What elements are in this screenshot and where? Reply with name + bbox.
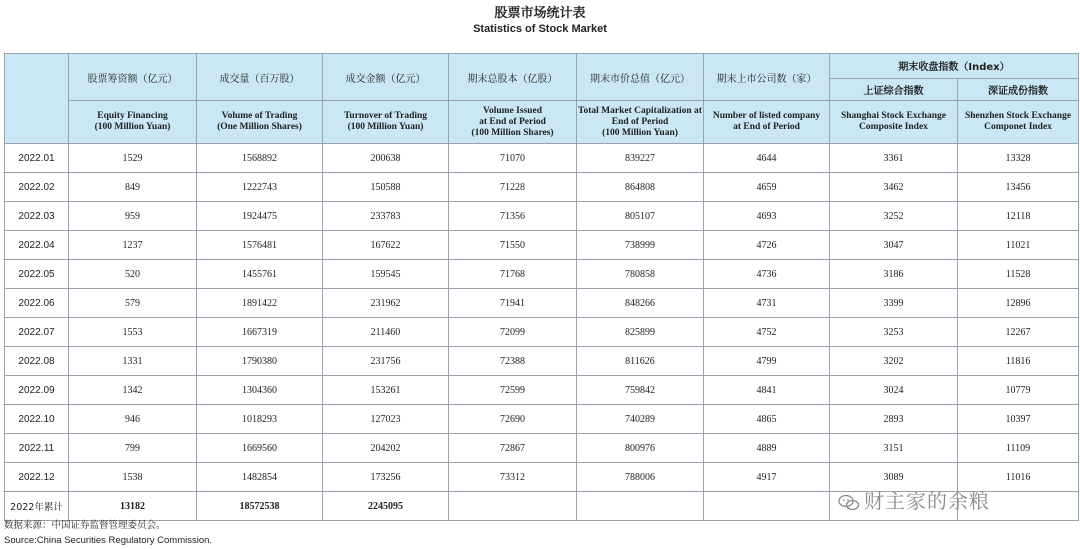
month-cell: 2022.05 <box>5 260 69 289</box>
value-cell: 788006 <box>577 463 704 492</box>
table-row <box>5 289 1079 318</box>
value-cell: 864808 <box>577 173 704 202</box>
value-cell: 159545 <box>323 260 449 289</box>
header-cn: 期末上市公司数（家） <box>704 54 830 101</box>
stock-market-table <box>4 53 1079 521</box>
value-cell: 1576481 <box>197 231 323 260</box>
header-cn: 成交量（百万股） <box>197 54 323 101</box>
value-cell: 150588 <box>323 173 449 202</box>
value-cell <box>704 492 830 521</box>
value-cell: 72388 <box>449 347 577 376</box>
value-cell <box>449 492 577 521</box>
table-row <box>5 173 1079 202</box>
value-cell: 1455761 <box>197 260 323 289</box>
header-index-group: 期末收盘指数（Index） <box>830 54 1079 79</box>
header-en: Number of listed company at End of Period <box>704 101 830 144</box>
month-cell: 2022.12 <box>5 463 69 492</box>
month-cell: 2022.10 <box>5 405 69 434</box>
value-cell: 3089 <box>830 463 958 492</box>
value-cell: 4731 <box>704 289 830 318</box>
header-en: Total Market Capitalization at End of Period (100 Million Yuan) <box>577 101 704 144</box>
table-row <box>5 260 1079 289</box>
value-cell: 1222743 <box>197 173 323 202</box>
table-row <box>5 376 1079 405</box>
value-cell: 13182 <box>69 492 197 521</box>
value-cell: 71356 <box>449 202 577 231</box>
month-cell: 2022.02 <box>5 173 69 202</box>
value-cell: 1669560 <box>197 434 323 463</box>
value-cell <box>577 492 704 521</box>
value-cell: 13456 <box>958 173 1079 202</box>
value-cell: 13328 <box>958 144 1079 173</box>
month-cell: 2022.08 <box>5 347 69 376</box>
month-cell: 2022.04 <box>5 231 69 260</box>
table-row <box>5 144 1079 173</box>
value-cell: 153261 <box>323 376 449 405</box>
value-cell: 849 <box>69 173 197 202</box>
value-cell: 3253 <box>830 318 958 347</box>
value-cell: 740289 <box>577 405 704 434</box>
table-row <box>5 405 1079 434</box>
month-cell: 2022.06 <box>5 289 69 318</box>
value-cell: 839227 <box>577 144 704 173</box>
value-cell: 1790380 <box>197 347 323 376</box>
header-en: Volume of Trading (One Million Shares) <box>197 101 323 144</box>
value-cell: 4841 <box>704 376 830 405</box>
value-cell: 12896 <box>958 289 1079 318</box>
value-cell: 738999 <box>577 231 704 260</box>
value-cell: 3399 <box>830 289 958 318</box>
value-cell: 71070 <box>449 144 577 173</box>
value-cell: 1331 <box>69 347 197 376</box>
value-cell: 3047 <box>830 231 958 260</box>
value-cell: 233783 <box>323 202 449 231</box>
value-cell: 10779 <box>958 376 1079 405</box>
value-cell: 1342 <box>69 376 197 405</box>
value-cell: 4736 <box>704 260 830 289</box>
value-cell: 1667319 <box>197 318 323 347</box>
value-cell: 959 <box>69 202 197 231</box>
value-cell: 4659 <box>704 173 830 202</box>
footer-source-cn: 数据来源：中国证券监督管理委员会。 <box>4 520 166 531</box>
value-cell: 799 <box>69 434 197 463</box>
value-cell: 204202 <box>323 434 449 463</box>
footer-source-en: Source:China Securities Regulatory Commission. <box>4 535 213 546</box>
value-cell: 11109 <box>958 434 1079 463</box>
value-cell: 4726 <box>704 231 830 260</box>
table-row <box>5 318 1079 347</box>
value-cell: 4693 <box>704 202 830 231</box>
page-title: 股票市场统计表 <box>494 6 586 21</box>
value-cell: 759842 <box>577 376 704 405</box>
value-cell: 520 <box>69 260 197 289</box>
value-cell: 167622 <box>323 231 449 260</box>
value-cell: 1237 <box>69 231 197 260</box>
value-cell: 173256 <box>323 463 449 492</box>
value-cell: 848266 <box>577 289 704 318</box>
table-row <box>5 434 1079 463</box>
value-cell: 72690 <box>449 405 577 434</box>
value-cell: 1529 <box>69 144 197 173</box>
month-cell: 2022.03 <box>5 202 69 231</box>
header-cn: 期末市价总值（亿元） <box>577 54 704 101</box>
value-cell: 3252 <box>830 202 958 231</box>
month-cell: 2022年累计 <box>5 492 69 521</box>
month-cell: 2022.01 <box>5 144 69 173</box>
value-cell: 811626 <box>577 347 704 376</box>
value-cell: 1018293 <box>197 405 323 434</box>
table-row <box>5 202 1079 231</box>
value-cell: 1482854 <box>197 463 323 492</box>
value-cell: 4889 <box>704 434 830 463</box>
value-cell: 72099 <box>449 318 577 347</box>
value-cell: 73312 <box>449 463 577 492</box>
value-cell: 3151 <box>830 434 958 463</box>
value-cell: 3202 <box>830 347 958 376</box>
value-cell: 579 <box>69 289 197 318</box>
header-en: Volume Issued at End of Period (100 Million Shares) <box>449 101 577 144</box>
value-cell: 11528 <box>958 260 1079 289</box>
value-cell: 4865 <box>704 405 830 434</box>
page-subtitle: Statistics of Stock Market <box>473 23 607 35</box>
month-cell: 2022.11 <box>5 434 69 463</box>
watermark-text: 财主家的余粮 <box>864 489 990 513</box>
value-cell: 12267 <box>958 318 1079 347</box>
value-cell: 2245095 <box>323 492 449 521</box>
header-en: Shanghai Stock Exchange Composite Index <box>830 101 958 144</box>
value-cell: 71228 <box>449 173 577 202</box>
value-cell: 4644 <box>704 144 830 173</box>
value-cell: 10397 <box>958 405 1079 434</box>
value-cell: 200638 <box>323 144 449 173</box>
value-cell: 1304360 <box>197 376 323 405</box>
value-cell: 18572538 <box>197 492 323 521</box>
value-cell: 3186 <box>830 260 958 289</box>
value-cell: 3462 <box>830 173 958 202</box>
value-cell: 11816 <box>958 347 1079 376</box>
value-cell: 72867 <box>449 434 577 463</box>
header-en: Turnover of Trading (100 Million Yuan) <box>323 101 449 144</box>
value-cell: 2893 <box>830 405 958 434</box>
header-cn: 股票筹资额（亿元） <box>69 54 197 101</box>
value-cell: 72599 <box>449 376 577 405</box>
value-cell: 800976 <box>577 434 704 463</box>
value-cell: 946 <box>69 405 197 434</box>
value-cell: 211460 <box>323 318 449 347</box>
value-cell: 71550 <box>449 231 577 260</box>
header-en: Equity Financing (100 Million Yuan) <box>69 101 197 144</box>
value-cell: 4917 <box>704 463 830 492</box>
value-cell: 3361 <box>830 144 958 173</box>
header-en: Shenzhen Stock Exchange Componet Index <box>958 101 1079 144</box>
value-cell: 1553 <box>69 318 197 347</box>
value-cell: 4752 <box>704 318 830 347</box>
value-cell: 825899 <box>577 318 704 347</box>
month-cell: 2022.07 <box>5 318 69 347</box>
watermark <box>838 485 990 514</box>
value-cell: 1568892 <box>197 144 323 173</box>
value-cell: 11021 <box>958 231 1079 260</box>
table-row <box>5 231 1079 260</box>
value-cell: 11016 <box>958 463 1079 492</box>
header-cn: 成交金额（亿元） <box>323 54 449 101</box>
value-cell: 780858 <box>577 260 704 289</box>
value-cell: 1891422 <box>197 289 323 318</box>
value-cell: 4799 <box>704 347 830 376</box>
header-index-shenzhen: 深证成份指数 <box>958 78 1079 100</box>
value-cell: 127023 <box>323 405 449 434</box>
value-cell: 1538 <box>69 463 197 492</box>
corner-header <box>5 54 69 144</box>
value-cell: 12118 <box>958 202 1079 231</box>
header-index-shanghai: 上证综合指数 <box>830 78 958 100</box>
value-cell: 231756 <box>323 347 449 376</box>
month-cell: 2022.09 <box>5 376 69 405</box>
header-cn: 期末总股本（亿股） <box>449 54 577 101</box>
wechat-icon <box>838 494 860 512</box>
value-cell: 71941 <box>449 289 577 318</box>
table-row <box>5 347 1079 376</box>
value-cell: 3024 <box>830 376 958 405</box>
value-cell: 805107 <box>577 202 704 231</box>
value-cell: 71768 <box>449 260 577 289</box>
value-cell: 1924475 <box>197 202 323 231</box>
value-cell: 231962 <box>323 289 449 318</box>
